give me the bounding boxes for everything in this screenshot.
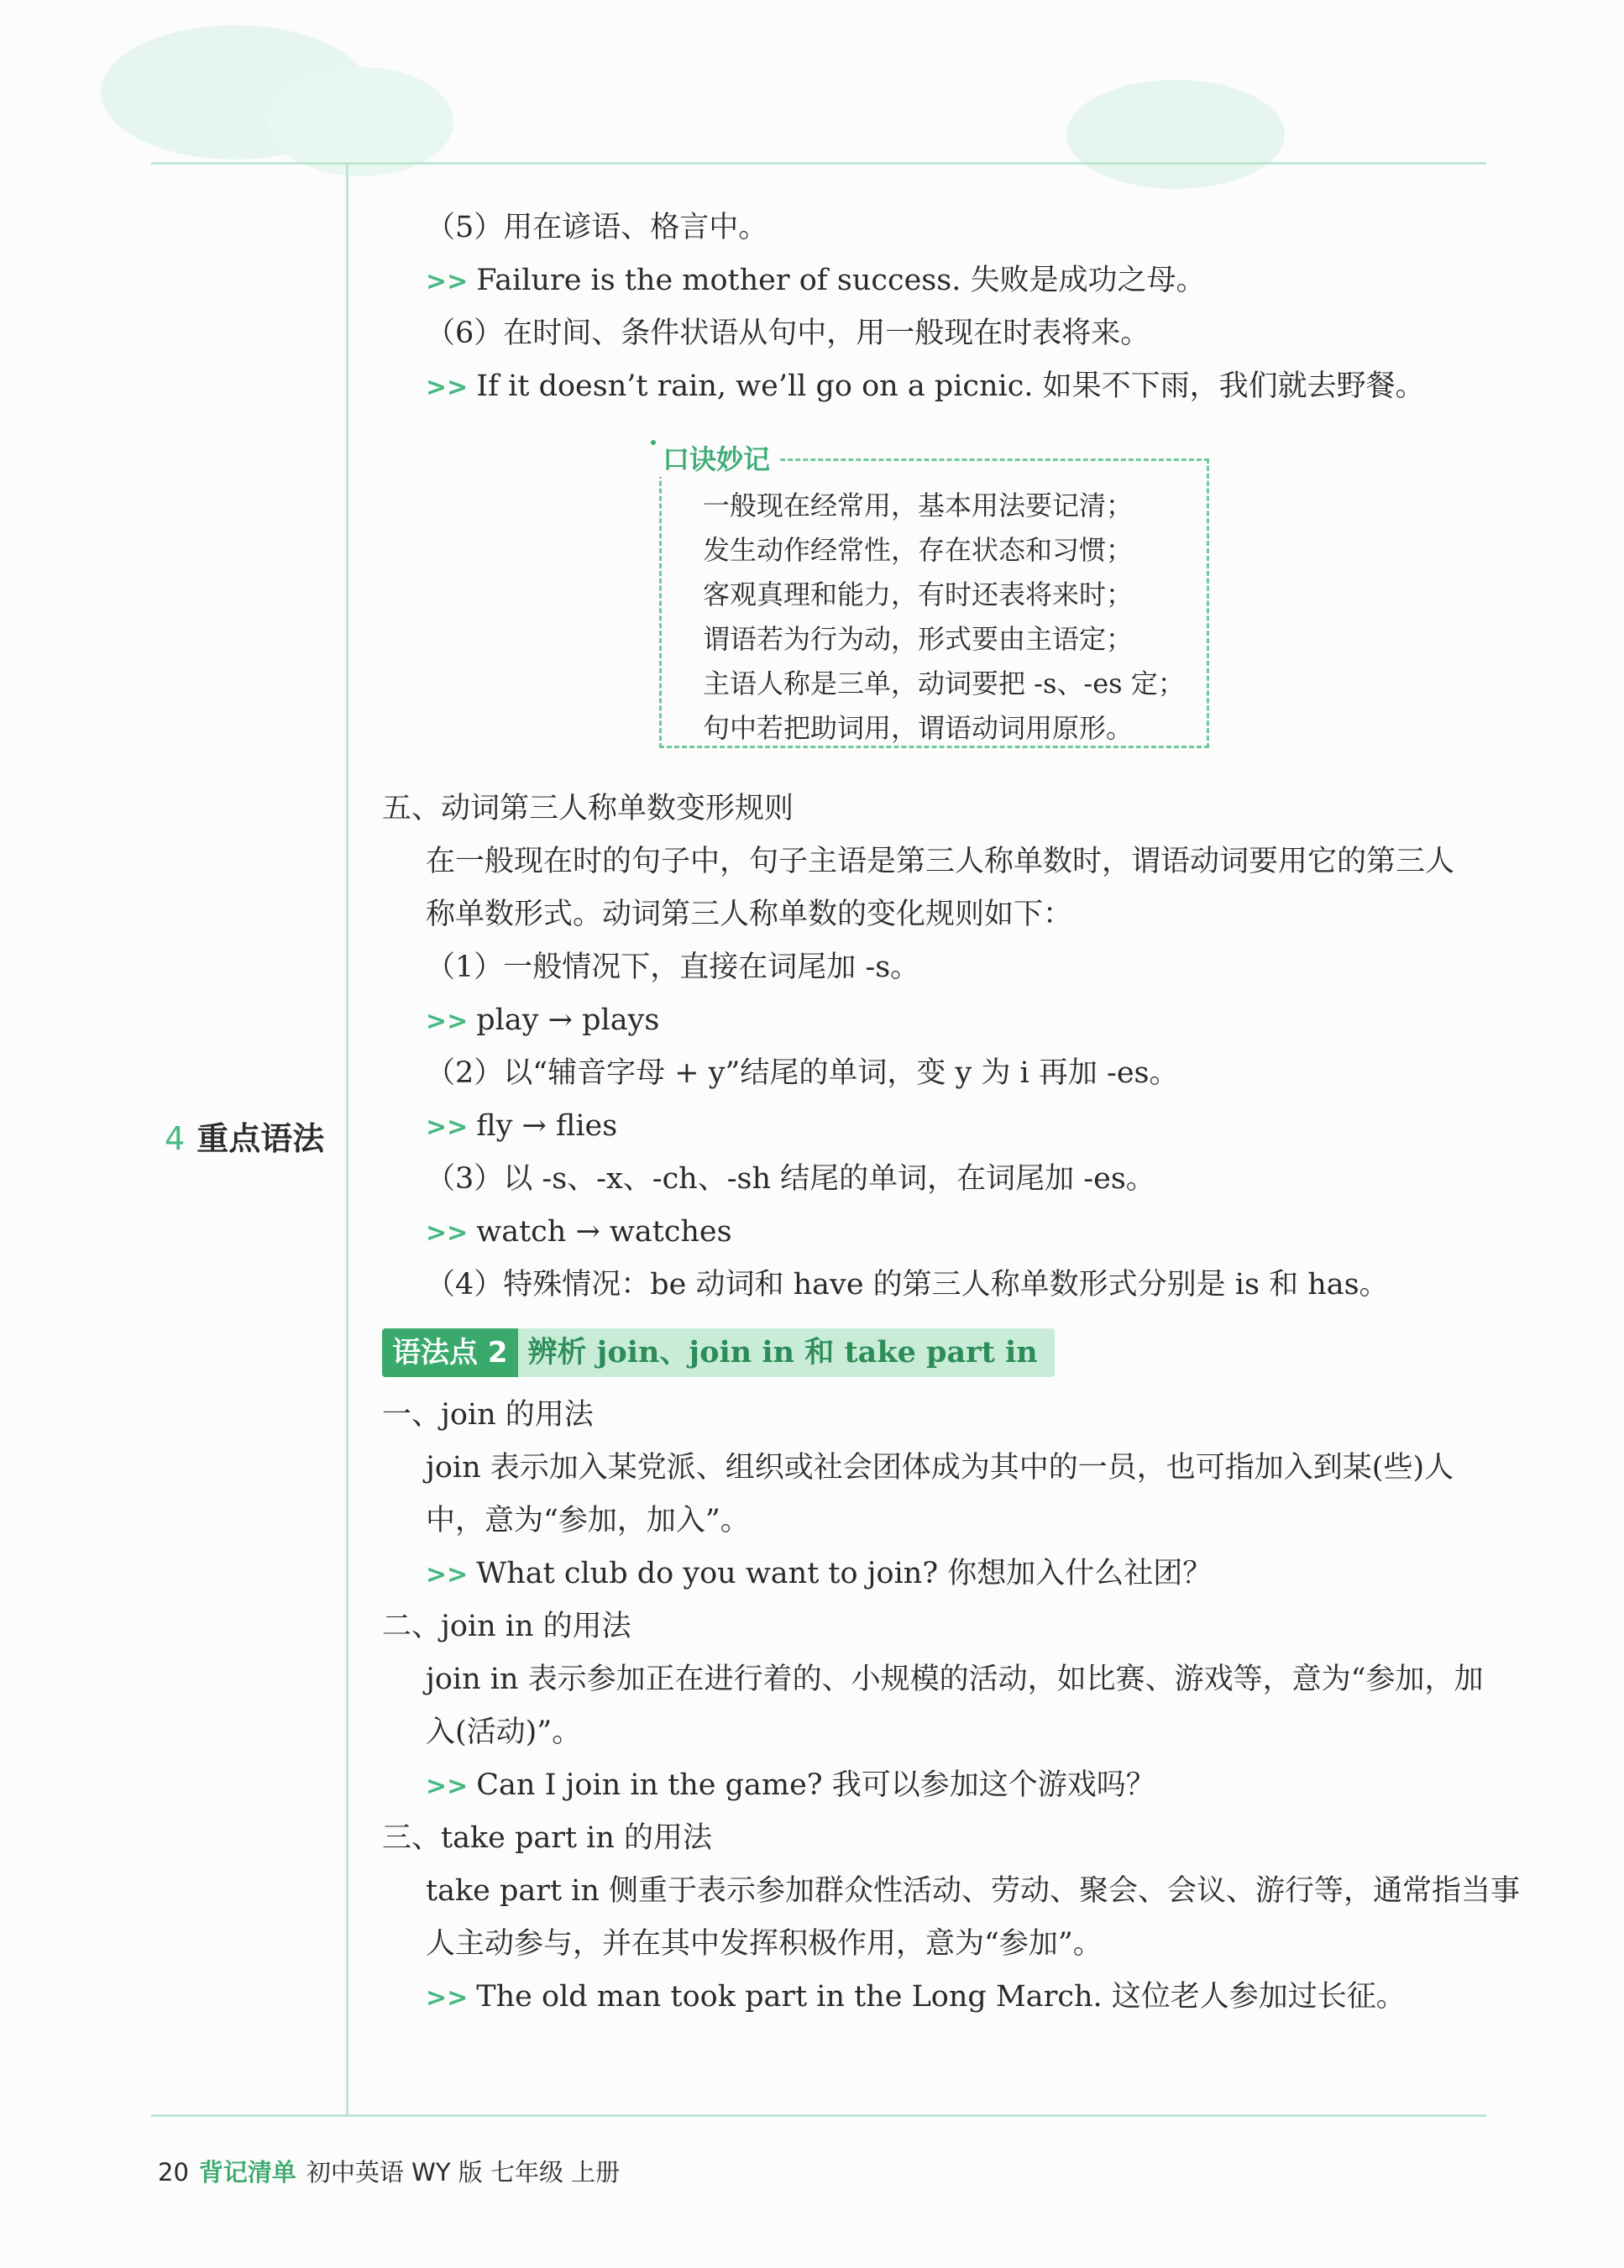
example-arrow-icon: >> xyxy=(426,1007,469,1036)
section-heading: 一、join 的用法 xyxy=(382,1398,594,1432)
section-heading: 五、动词第三人称单数变形规则 xyxy=(382,792,794,825)
grammar-point-tag: 语法点 2 xyxy=(382,1328,518,1377)
example-line xyxy=(382,1971,1490,2024)
mnemonic-line: 主语人称是三单，动词要把 -s、-es 定； xyxy=(703,668,1185,699)
example-text: fly → flies xyxy=(476,1109,618,1143)
example-line xyxy=(382,254,1490,307)
example-line xyxy=(382,1100,1490,1153)
example-text: Failure is the mother of success. 失败是成功之母。 xyxy=(476,264,1206,297)
body-line: join in 表示参加正在进行着的、小规模的活动，如比赛、游戏等，意为“参加，加 xyxy=(426,1663,1484,1696)
top-rule xyxy=(151,162,1486,165)
usage-list-top xyxy=(382,202,1490,413)
example-text: watch → watches xyxy=(476,1215,732,1249)
page-number: 20 xyxy=(158,2158,189,2187)
section-join-in xyxy=(382,1600,1490,1812)
example-line xyxy=(382,360,1490,413)
mnemonic-lines xyxy=(703,484,1185,751)
body-line: 称单数形式。动词第三人称单数的变化规则如下： xyxy=(426,898,1073,931)
grammar-point-header xyxy=(382,1328,1490,1377)
main-content xyxy=(382,202,1521,2024)
book-title: 背记清单 xyxy=(198,2158,296,2187)
mnemonic-line: 发生动作经常性，存在状态和习惯； xyxy=(703,534,1134,566)
section-heading: 二、join in 的用法 xyxy=(382,1610,631,1643)
mnemonic-line: 客观真理和能力，有时还表将来时； xyxy=(703,579,1134,610)
example-text: Can I join in the game? 我可以参加这个游戏吗？ xyxy=(476,1768,1155,1802)
example-arrow-icon: >> xyxy=(426,1983,469,2013)
body-line: take part in 侧重于表示参加群众性活动、劳动、聚会、会议、游行等，通常指当事 xyxy=(426,1874,1521,1908)
book-subtitle: 初中英语 WY 版 七年级 上册 xyxy=(306,2158,621,2187)
example-arrow-icon: >> xyxy=(426,1560,469,1590)
body-line: join 表示加入某党派、组织或社会团体成为其中的一员，也可指加入到某(些)人 xyxy=(426,1451,1454,1485)
example-arrow-icon: >> xyxy=(426,1218,469,1248)
example-arrow-icon: >> xyxy=(426,1113,469,1142)
rule-line: （1）一般情况下，直接在词尾加 -s。 xyxy=(426,951,920,984)
side-label-text: 重点语法 xyxy=(196,1120,325,1157)
mnemonic-line: 谓语若为行为动，形式要由主语定； xyxy=(703,623,1134,655)
usage-6: （6）在时间、条件状语从句中，用一般现在时表将来。 xyxy=(426,317,1150,350)
cloud-decoration-right xyxy=(1066,80,1285,189)
example-text: The old man took part in the Long March. 这位老人参加过长征。 xyxy=(476,1980,1406,2014)
side-label xyxy=(165,1113,324,1159)
example-line xyxy=(382,1548,1490,1600)
grammar-point-title: 辨析 join、join in 和 take part in xyxy=(518,1328,1055,1377)
section-heading: 三、take part in 的用法 xyxy=(382,1821,713,1855)
example-text: What club do you want to join? 你想加入什么社团？ xyxy=(476,1557,1213,1590)
mnemonic-title: 口诀妙记 xyxy=(651,438,778,477)
example-text: If it doesn’t rain, we’ll go on a picnic. 如果不下雨，我们就去野餐。 xyxy=(476,369,1425,403)
body-line: 在一般现在时的句子中，句子主语是第三人称单数时，谓语动词要用它的第三人 xyxy=(426,845,1455,878)
cloud-decoration-left-small xyxy=(269,67,453,176)
example-arrow-icon: >> xyxy=(426,373,469,402)
mnemonic-line: 一般现在经常用，基本用法要记清； xyxy=(703,490,1134,521)
mnemonic-line: 句中若把助词用，谓语动词用原形。 xyxy=(703,712,1134,744)
page-footer xyxy=(158,2154,620,2188)
mnemonic-box xyxy=(651,442,1213,751)
section-third-person xyxy=(382,783,1490,1312)
section-take-part-in xyxy=(382,1812,1521,2024)
example-line xyxy=(382,1759,1490,1812)
example-text: play → plays xyxy=(476,1003,660,1037)
side-label-number: 4 xyxy=(165,1120,186,1157)
example-arrow-icon: >> xyxy=(426,1772,469,1801)
body-line: 人主动参与，并在其中发挥积极作用，意为“参加”。 xyxy=(426,1927,1103,1961)
rule-line: （3）以 -s、-x、-ch、-sh 结尾的单词，在词尾加 -es。 xyxy=(426,1162,1155,1196)
margin-divider xyxy=(346,162,348,2114)
bottom-rule xyxy=(151,2114,1486,2117)
body-line: 中，意为“参加，加入”。 xyxy=(426,1504,750,1537)
example-arrow-icon: >> xyxy=(426,267,469,296)
usage-5: （5）用在谚语、格言中。 xyxy=(426,211,768,244)
section-join xyxy=(382,1389,1490,1600)
rule-line: （2）以“辅音字母 + y”结尾的单词，变 y 为 i 再加 -es。 xyxy=(426,1056,1179,1090)
rule-line: （4）特殊情况：be 动词和 have 的第三人称单数形式分别是 is 和 has。 xyxy=(426,1268,1389,1302)
example-line xyxy=(382,1206,1490,1259)
example-line xyxy=(382,994,1490,1047)
body-line: 入(活动)”。 xyxy=(426,1715,582,1749)
